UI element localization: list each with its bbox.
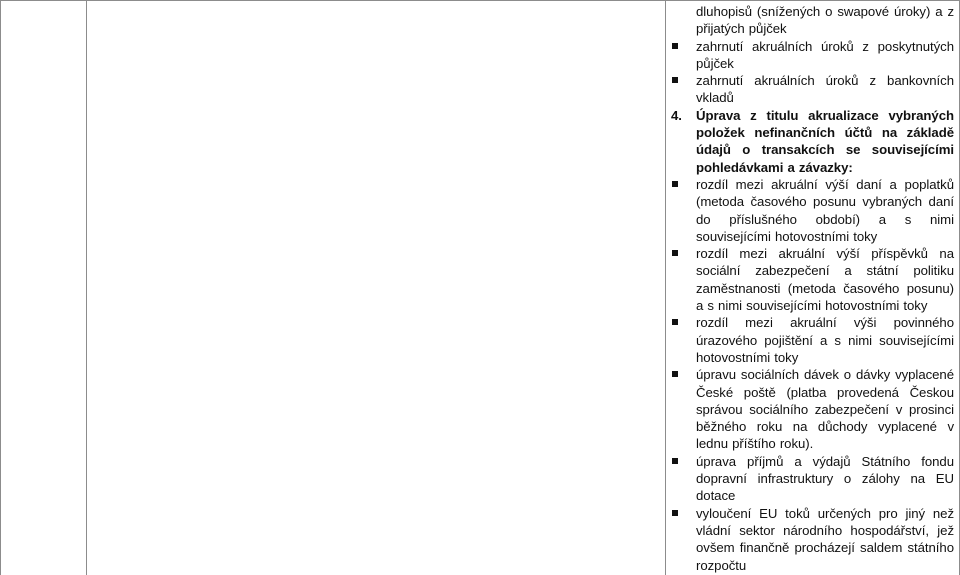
numbered-heading [668, 107, 954, 176]
line-text: dluhopisů (snížených o swapové úroky) a z přijatých půjček [696, 4, 954, 37]
square-bullet-icon [672, 77, 678, 83]
square-bullet-icon [672, 458, 678, 464]
list-item [668, 505, 954, 574]
square-bullet-icon [672, 371, 678, 377]
line-text: zahrnutí akruálních úroků z bankovních vkladů [696, 73, 954, 106]
heading-number: 4. [671, 107, 682, 123]
line-text: rozdíl mezi akruální výší daní a poplatků (metoda časového posunu vybraných daní do příslušného období) a s nimi souvisejícími hotovostními toky [696, 176, 954, 244]
line-text: rozdíl mezi akruální výši povinného úrazového pojištění a s nimi souvisejícími hotovostními toky [696, 315, 954, 365]
list-item [668, 453, 954, 505]
list-item [668, 245, 954, 314]
table-top-border [0, 0, 960, 1]
list-item [668, 38, 954, 73]
list-item [668, 72, 954, 107]
list-item [668, 314, 954, 366]
list-item [668, 366, 954, 452]
heading-text: Úprava z titulu akrualizace vybraných položek nefinančních účtů na základě údajů o transakcích se souvisejícími pohledávkami a závazky: [696, 107, 954, 175]
square-bullet-icon [672, 181, 678, 187]
square-bullet-icon [672, 319, 678, 325]
line-text: úpravu sociálních dávek o dávky vyplacené České poště (platba provedená Českou správou sociálního zabezpečení v prosinci běžného roku na důchody vyplacené v lednu příštího roku). [696, 367, 954, 452]
list-item [668, 176, 954, 245]
square-bullet-icon [672, 250, 678, 256]
text-column [668, 3, 954, 574]
continuation-line [668, 3, 954, 38]
column-divider-1 [86, 0, 87, 575]
column-divider-2 [665, 0, 666, 575]
line-text: úprava příjmů a výdajů Státního fondu dopravní infrastruktury o zálohy na EU dotace [696, 453, 954, 504]
square-bullet-icon [672, 43, 678, 49]
line-text: vyloučení EU toků určených pro jiný než vládní sektor národního hospodářství, jež ovšem finančně procházejí saldem státního rozpočtu [696, 505, 954, 573]
square-bullet-icon [672, 510, 678, 516]
line-text: zahrnutí akruálních úroků z poskytnutých půjček [696, 38, 954, 71]
line-text: rozdíl mezi akruální výší příspěvků na sociální zabezpečení a státní politiku zaměstnanosti (metoda časového posunu) a s nimi souvisejícími hotovostními toky [696, 246, 954, 314]
table-left-border [0, 0, 1, 575]
